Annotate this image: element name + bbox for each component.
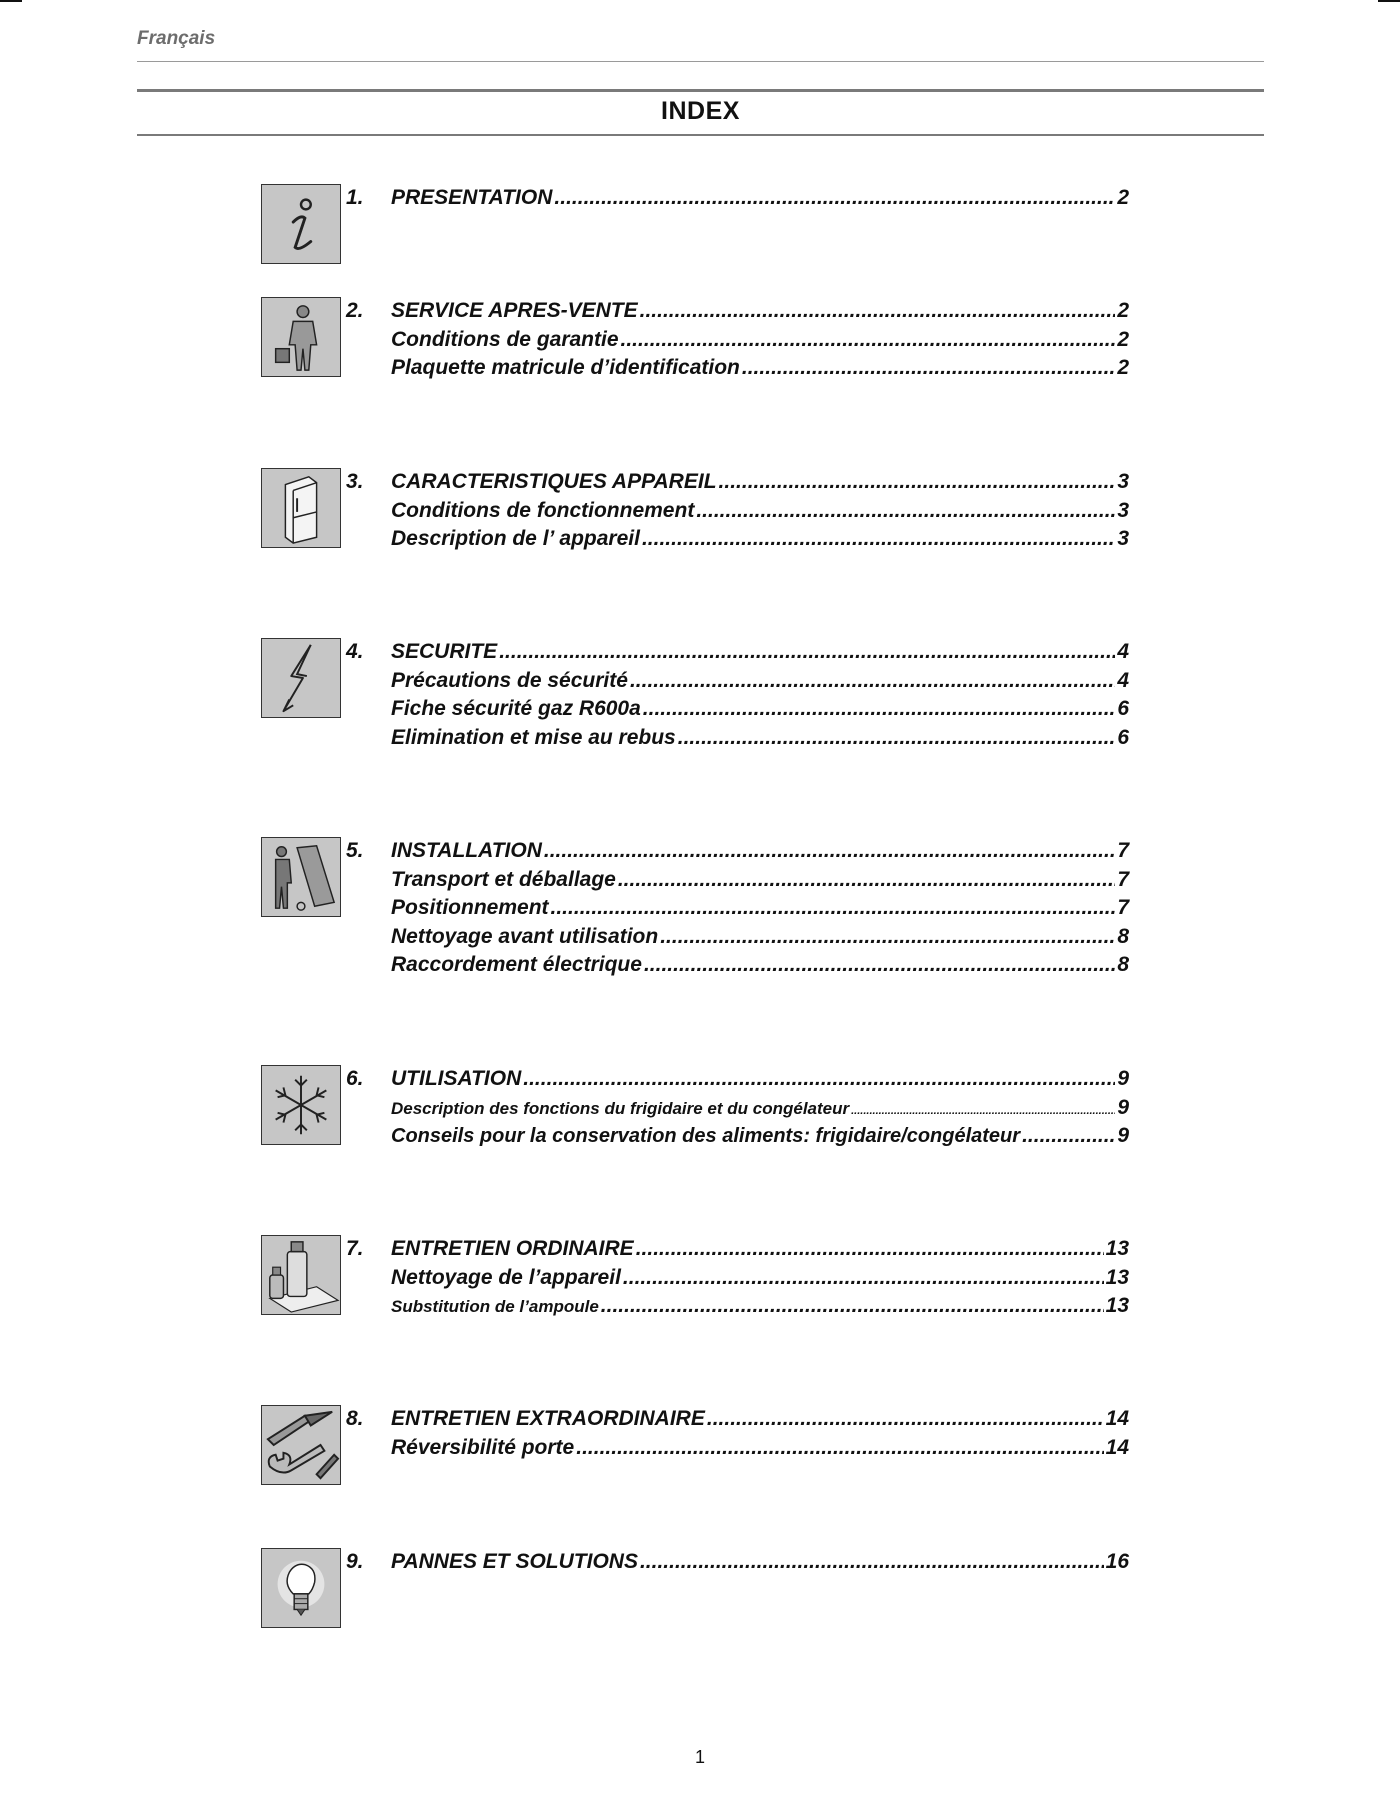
toc-entry-label: ENTRETIEN EXTRAORDINAIRE xyxy=(391,1407,705,1430)
toc-entry-page: 3 xyxy=(1117,527,1129,550)
toc-entry-page: 9 xyxy=(1117,1095,1129,1119)
toc-entry-page: 16 xyxy=(1105,1550,1129,1573)
dot-leader xyxy=(742,354,1115,383)
toc-entry-page: 9 xyxy=(1117,1124,1129,1147)
toc-entry-label: Elimination et mise au rebus xyxy=(391,725,676,749)
dot-leader xyxy=(576,1434,1103,1463)
toc-entry-page: 2 xyxy=(1117,299,1129,322)
toc-entry[interactable] xyxy=(346,951,1129,980)
toc-entry-label: Réversibilité porte xyxy=(391,1435,575,1459)
dot-leader xyxy=(640,1548,1104,1577)
toc-entry-page: 13 xyxy=(1105,1237,1129,1260)
toc-entry[interactable] xyxy=(346,667,1129,696)
dot-leader xyxy=(644,951,1115,980)
toc-entry-label: PANNES ET SOLUTIONS xyxy=(391,1550,638,1573)
toc-entry-page: 8 xyxy=(1117,953,1129,976)
toc-entry[interactable] xyxy=(346,923,1129,952)
dot-leader xyxy=(623,1264,1104,1293)
dot-leader xyxy=(544,837,1115,866)
toc-entry[interactable]: 6. UTILISATION ..... 9 xyxy=(346,1065,1129,1094)
title-top-rule xyxy=(137,89,1264,92)
dot-leader xyxy=(618,866,1115,895)
title-bottom-rule xyxy=(137,134,1264,136)
page-number: 1 xyxy=(694,1747,705,1767)
toc-entry-page: 14 xyxy=(1105,1407,1129,1430)
page-title: INDEX xyxy=(661,97,740,125)
toc-entry[interactable]: 5. INSTALLATION ..... 7 xyxy=(346,837,1129,866)
technician-icon xyxy=(261,297,341,377)
toc-entry[interactable] xyxy=(346,1292,1129,1321)
toc-entry-page: 9 xyxy=(1117,1067,1129,1090)
toc-entry-label: SECURITE xyxy=(391,640,498,663)
dot-leader xyxy=(601,1292,1104,1321)
toc-entry-page: 7 xyxy=(1117,867,1129,891)
snowflake-icon xyxy=(261,1065,341,1145)
toc-entry-label: ENTRETIEN ORDINAIRE xyxy=(391,1237,634,1260)
toc-entry-label: Conditions de garantie xyxy=(391,327,619,351)
dot-leader xyxy=(551,894,1116,923)
toc-entry-label: PRESENTATION xyxy=(391,186,553,209)
toc-entry[interactable]: 8. ENTRETIEN EXTRAORDINAIRE ..... 14 xyxy=(346,1405,1129,1434)
toc-entry-page: 6 xyxy=(1117,697,1129,720)
header-rule xyxy=(137,61,1264,62)
toc-entry[interactable] xyxy=(346,497,1129,526)
hand-truck-icon xyxy=(261,837,341,917)
toc-entry-page: 2 xyxy=(1117,327,1129,351)
toc-entry-label: SERVICE APRES-VENTE xyxy=(391,299,638,322)
dot-leader xyxy=(640,297,1116,326)
toc-entry-label: Positionnement xyxy=(391,896,549,919)
toc-entry[interactable]: 9. PANNES ET SOLUTIONS ..... 16 xyxy=(346,1548,1129,1577)
toc-entry-page: 7 xyxy=(1117,896,1129,919)
toc-entry-label: Conditions de fonctionnement xyxy=(391,498,695,522)
toc-entry[interactable] xyxy=(346,695,1129,724)
toc-entry[interactable] xyxy=(346,724,1129,753)
toc-entry-label: Transport et déballage xyxy=(391,867,616,891)
toc-entry[interactable]: 7. ENTRETIEN ORDINAIRE ..... 13 xyxy=(346,1235,1129,1264)
toc-entry-label: Nettoyage avant utilisation xyxy=(391,924,659,948)
toc-entry[interactable] xyxy=(346,326,1129,355)
toc-entry[interactable]: 1. PRESENTATION ..... 2 xyxy=(346,184,1129,213)
toc-entry-page: 2 xyxy=(1117,356,1129,379)
language-label: Français xyxy=(137,28,216,49)
toc-entry-label: CARACTERISTIQUES APPAREIL xyxy=(391,470,717,493)
toc-entry[interactable] xyxy=(346,1264,1129,1293)
toc-entry[interactable] xyxy=(346,1094,1129,1123)
dot-leader xyxy=(523,1065,1115,1094)
toc-entry-page: 13 xyxy=(1105,1294,1129,1317)
toc-entry-label: Substitution de l’ampoule xyxy=(391,1297,599,1316)
dot-leader xyxy=(554,184,1115,213)
toc-entry-label: Raccordement électrique xyxy=(391,953,642,976)
dot-leader xyxy=(499,638,1115,667)
toc-entry-page: 14 xyxy=(1105,1435,1129,1459)
toc-entry-label: Description des fonctions du frigidaire et du congélateur xyxy=(391,1098,850,1118)
toc-entry-page: 4 xyxy=(1117,668,1129,692)
dot-leader xyxy=(719,468,1116,497)
toc-entry-page: 8 xyxy=(1117,924,1129,948)
toc-entry-label: UTILISATION xyxy=(391,1067,522,1090)
toc-entry-page: 13 xyxy=(1105,1265,1129,1289)
cleaning-bottles-icon xyxy=(261,1235,341,1315)
dot-leader xyxy=(642,525,1115,554)
crop-mark-left xyxy=(0,0,22,2)
toc-entry-label: Description de l’ appareil xyxy=(391,527,640,550)
toc-entry[interactable] xyxy=(346,1434,1129,1463)
dot-leader xyxy=(678,724,1116,753)
toc-entry[interactable] xyxy=(346,1122,1129,1151)
toc-entry[interactable] xyxy=(346,354,1129,383)
dot-leader xyxy=(1022,1122,1115,1151)
fridge-icon xyxy=(261,468,341,548)
toc-entry[interactable] xyxy=(346,525,1129,554)
toc-entry-page: 3 xyxy=(1117,470,1129,493)
toc-entry-page: 6 xyxy=(1117,725,1129,749)
toc-entry-label: Plaquette matricule d’identification xyxy=(391,356,740,379)
toc-entry-page: 4 xyxy=(1117,640,1129,663)
info-icon xyxy=(261,184,341,264)
dot-leader xyxy=(851,1097,1115,1126)
toc-entry-page: 7 xyxy=(1117,839,1129,862)
lightning-icon xyxy=(261,638,341,718)
dot-leader xyxy=(621,326,1116,355)
dot-leader xyxy=(643,695,1116,724)
toc-entry-page: 3 xyxy=(1117,498,1129,522)
dot-leader xyxy=(707,1405,1104,1434)
toc-entry[interactable] xyxy=(346,894,1129,923)
toc-entry-label: Conseils pour la conservation des aliments: frigidaire/congélateur xyxy=(391,1125,1021,1147)
toc-entry-label: INSTALLATION xyxy=(391,839,542,862)
toc-entry-label: Précautions de sécurité xyxy=(391,668,628,692)
toc-entry[interactable]: 3. CARACTERISTIQUES APPAREIL ..... 3 xyxy=(346,468,1129,497)
dot-leader xyxy=(636,1235,1104,1264)
dot-leader xyxy=(660,923,1115,952)
crop-mark-right xyxy=(1378,0,1400,2)
toc-entry[interactable]: 4. SECURITE ..... 4 xyxy=(346,638,1129,667)
toc-entry[interactable] xyxy=(346,866,1129,895)
tools-icon xyxy=(261,1405,341,1485)
toc-entry-label: Nettoyage de l’appareil xyxy=(391,1265,621,1289)
toc-entry-label: Fiche sécurité gaz R600a xyxy=(391,697,641,720)
dot-leader xyxy=(630,667,1115,696)
toc-entry[interactable]: 2. SERVICE APRES-VENTE ..... 2 xyxy=(346,297,1129,326)
light-bulb-icon xyxy=(261,1548,341,1628)
toc-entry-page: 2 xyxy=(1117,186,1129,209)
dot-leader xyxy=(696,497,1115,526)
